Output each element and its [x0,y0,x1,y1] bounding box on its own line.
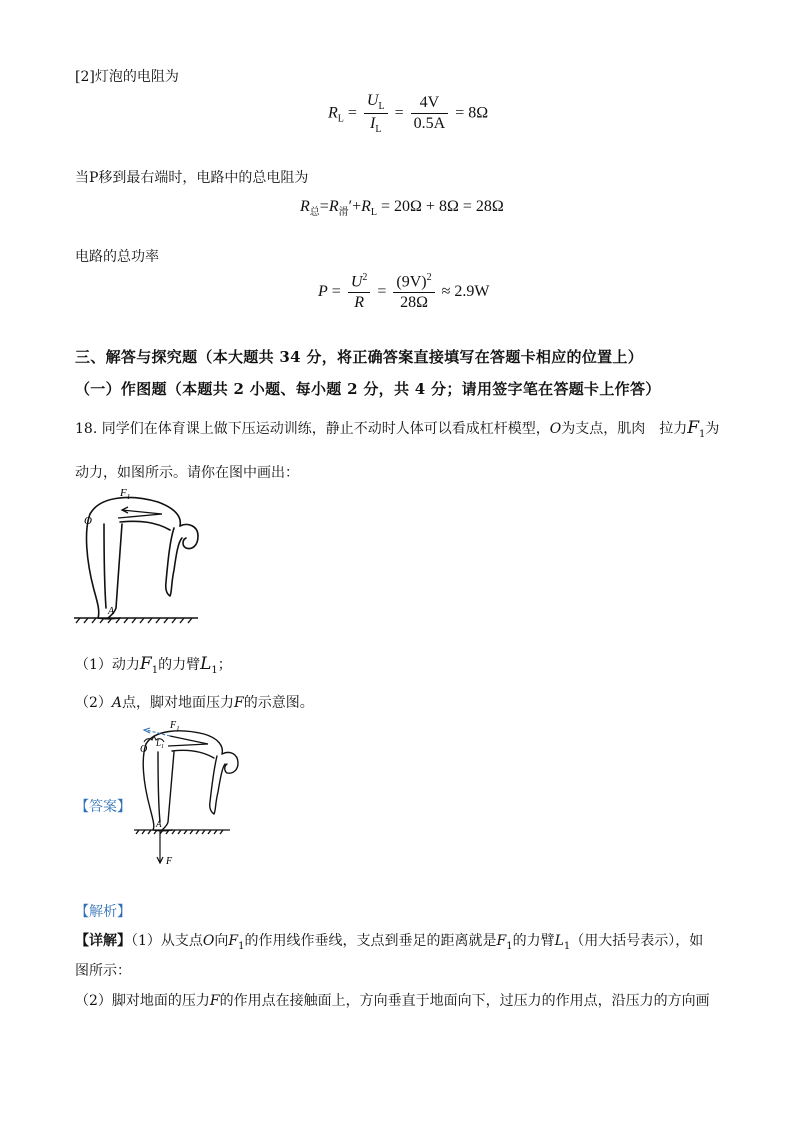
numerator-value: (9V) [396,273,427,291]
detail-text: 的力臂 [512,933,555,949]
symbol-f: F [496,933,507,949]
question-18-line2: 动力，如图所示。请你在图中画出： [75,465,299,481]
symbol-o: O [202,933,215,949]
symbol-r-slide: R [328,198,339,215]
sub-heading: （一）作图题（本题共 2 小题、每小题 2 分，共 4 分；请用签字笔在答题卡上作答） [75,380,661,398]
subscript: 1 [211,664,218,676]
question-18-line1 [75,418,719,440]
denominator-value: 28Ω [400,294,428,312]
prime-mark: ′ [348,198,353,215]
detail-line3 [75,990,710,1010]
symbol-o: O [549,421,562,437]
subscript: L [370,207,378,219]
total-power-intro: 电路的总功率 [75,249,159,265]
symbol-p: P [318,282,328,300]
subscript: 滑 [338,207,349,219]
subscript: 1 [563,940,571,952]
formula-result: = 20Ω + 8Ω = 28Ω [381,198,504,215]
item-text: 的示意图。 [243,695,314,711]
detail-text: 的作用线作垂线，支点到垂足的距离就是 [244,933,497,949]
formula-lamp-resistance: $R_L$ = $\frac{U_L}{I_L}$ = $\frac{4V}{0.5A}$ = 8Ω [328,92,489,136]
superscript: 2 [362,272,368,283]
fraction-u-over-i [364,92,388,135]
fraction-u2-over-r [348,272,371,312]
analysis-label: 【解析】 [75,904,131,920]
label-a: A [156,819,162,829]
subscript: L [375,124,382,136]
symbol-u: U [350,273,363,291]
figure-lever-body [70,480,210,625]
label-f: F [166,856,173,867]
item-2 [75,692,314,712]
detail-line2: 图所示： [75,963,131,979]
label-f1: $F_1$ [170,720,180,733]
question-text: 为支点，肌肉 拉力 [561,421,688,437]
denominator-value: 0.5A [413,115,446,133]
answer-label: 【答案】 [75,799,131,815]
symbol-a: A [111,695,123,711]
numerator-value: 4V [411,94,449,114]
item-1 [75,654,232,676]
subscript: 1 [238,940,245,952]
question-text: 为 [705,421,720,437]
symbol-l: L [200,654,212,674]
label-f1: $F_1$ [120,487,131,501]
label-o: O [140,744,148,755]
fraction-values [393,272,434,312]
detail-text: （用大括号表示），如 [570,933,704,949]
lamp-resistance-intro: [2]灯泡的电阻为 [75,69,179,85]
equals-sign: = [319,198,329,215]
formula-total-resistance [300,198,504,218]
symbol-r: R [300,198,310,215]
item-text: ； [217,657,232,673]
detail-text: 的作用点在接触面上，方向垂直于地面向下，过压力的作用点，沿压力的方向画 [219,993,710,1009]
item-text: 点，脚对地面压力 [122,695,235,711]
detail-text: （1）从支点 [131,933,203,949]
symbol-f: F [139,654,152,674]
superscript: 2 [426,272,432,283]
label-a: A [108,606,115,617]
subscript: 1 [506,940,513,952]
symbol-r: R [328,104,338,122]
detail-line1 [75,930,703,952]
symbol-f: F [234,695,244,711]
symbol-i: I [370,115,376,133]
formula-result: = 8Ω [455,104,489,122]
symbol-f: F [209,993,220,1009]
item-text: （1）动力 [75,657,140,673]
label-l1: $L_1$ [156,738,165,750]
subscript: 总 [309,207,320,219]
detail-label: 【详解】 [75,933,131,949]
symbol-r-lamp: R [361,198,371,215]
section-heading: 三、解答与探究题（本大题共 34 分，将正确答案直接填写在答题卡相应的位置上） [75,348,644,366]
symbol-r: R [354,294,364,312]
subscript: L [337,113,344,125]
total-resistance-intro: 当P移到最右端时，电路中的总电阻为 [75,170,309,186]
detail-text: 向 [214,933,229,949]
figure-answer [130,716,250,872]
plus-sign: + [352,198,362,215]
formula-total-power: P = $\frac{U^2}{R}$ = $\frac{(9V)^2}{28\Omega}$ ≈ 2.9W [318,272,490,312]
symbol-f: F [687,418,699,438]
symbol-f: F [228,933,239,949]
subscript: 1 [699,428,706,440]
item-text: 的力臂 [158,657,201,673]
label-o: O [84,515,92,527]
subscript: L [378,101,385,113]
question-text: 18. 同学们在体育课上做下压运动训练，静止不动时人体可以看成杠杆模型， [75,421,550,437]
formula-result: ≈ 2.9W [441,282,490,300]
fraction-values [411,94,449,133]
detail-text: （2）脚对地面的压力 [75,993,210,1009]
subscript: 1 [151,664,159,676]
item-text: （2） [75,695,112,711]
symbol-u: U [366,92,379,109]
symbol-l: L [554,933,564,949]
